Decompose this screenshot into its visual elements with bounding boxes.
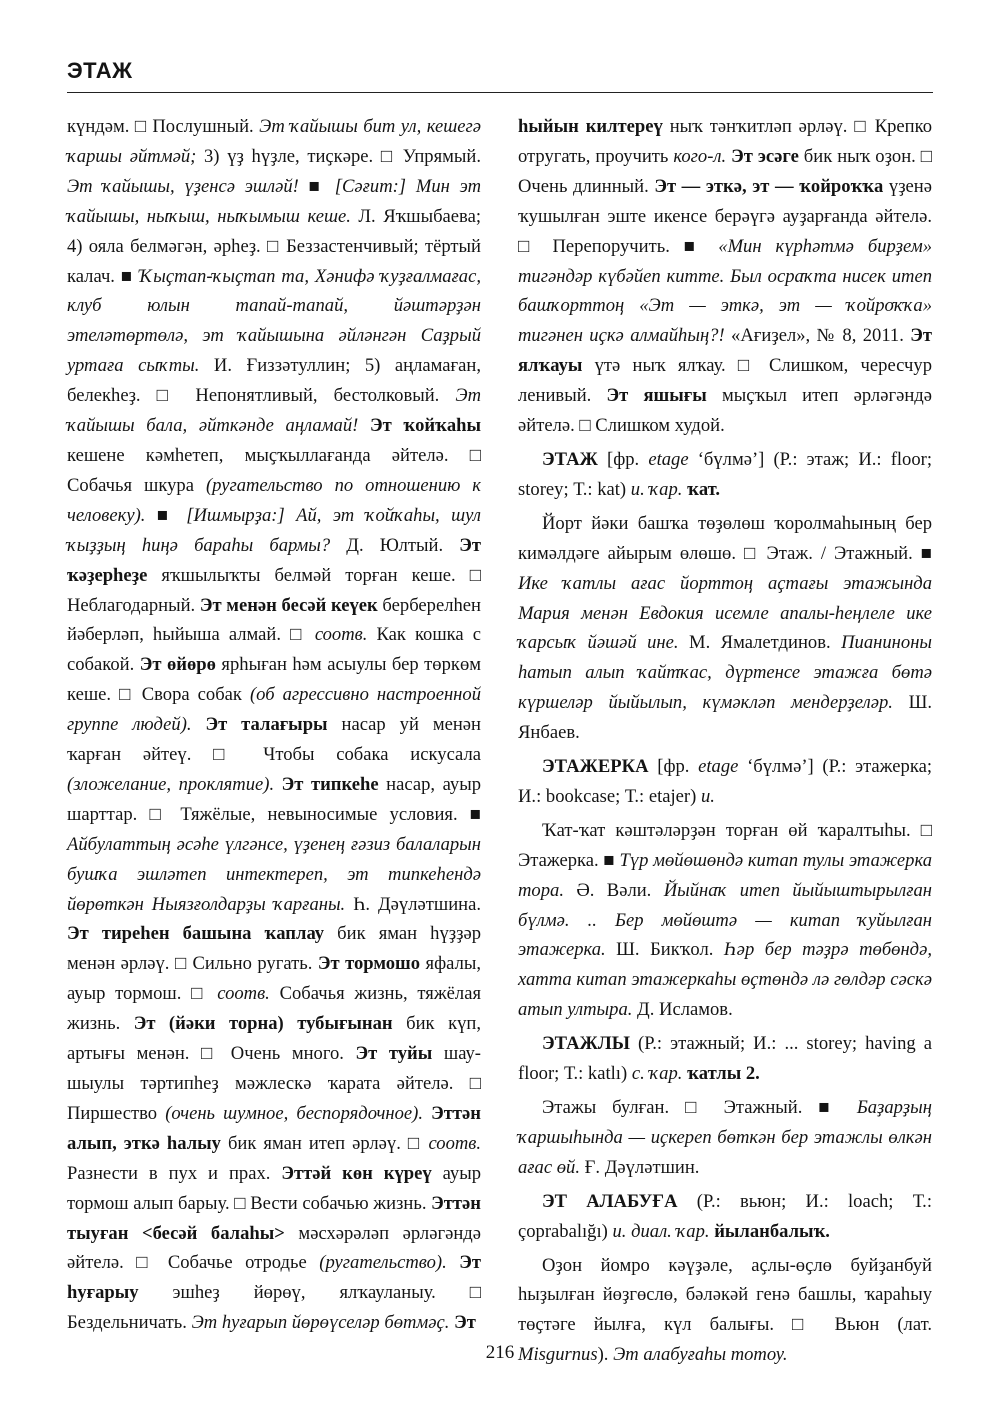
italic-text: etage [648, 448, 689, 470]
italic-text: [Ишмырҙа:] Ай, эт ҡойҡаһы, шул ҡыҙҙың һиңә бараһы бармы? [67, 504, 482, 556]
entry-definition [518, 1093, 932, 1183]
text-run: ). [597, 1344, 614, 1366]
bold-term: ҡат. [687, 478, 721, 500]
text-run: ‘бүлмә’] (Р.: этажерка; И.: bookcase; Т.: etajer) [518, 756, 932, 807]
text-run: Оҙон йомро кәүҙәле, аҫлы-өҫлө буйҙанбуй һыҙылған йөҙгөслө, бәләкәй генә башлы, ҡараһыу төҫтәге йылға, күл балығы. □ Вьюн (лат. [518, 1254, 932, 1336]
text-run: ныҡ тәнҡитләп әрләү. □ Крепко отругать, проучить [518, 116, 932, 167]
left-column [67, 112, 481, 1338]
entry-continuation [67, 112, 481, 1338]
text-run: М. Ямалетдинов. [678, 632, 842, 654]
text-run [274, 774, 282, 795]
text-run: ярһыған һәм асыулы бер төркөм кеше. □ Свора собак [67, 654, 482, 706]
bold-term: Эт менән бесәй кеүек [199, 594, 378, 616]
text-run: (Р.: этажный; И.: ... storey; having a floor; Т.: katlı) [518, 1033, 932, 1085]
text-run [192, 714, 206, 735]
bold-term: ЭТАЖЕРКА [542, 756, 649, 778]
bold-term: ЭТАЖ [542, 448, 598, 470]
header-rule [67, 92, 933, 93]
italic-text: и. диал. ҡар. [612, 1220, 710, 1242]
entry-headword-etazhly [518, 1029, 932, 1089]
bold-term: йыланбалыҡ. [714, 1220, 830, 1242]
bold-term: Эт тиреһен башына ҡаплау [67, 923, 325, 945]
italic-text: и. ҡар. [630, 478, 683, 500]
italic-text: соотв. [314, 624, 368, 646]
entry-headword-etazherka [518, 752, 932, 812]
italic-text: Эт алабуғаһы тотоу. [613, 1344, 788, 1366]
text-run: Ш. Бикҡол. [605, 939, 724, 961]
text-run: эшһеҙ йөрөү, ялҡауланыу. □ Бездельничать. [67, 1282, 481, 1334]
entry-headword-et-alabuga [518, 1187, 932, 1247]
text-run: ауыр тормош алып барыу. □ Вести собачью жизнь. [67, 1162, 482, 1214]
bold-term: Эт эсәге [731, 145, 799, 167]
italic-text: Түр мөйөшөндә китап тулы этажерка тора. [518, 849, 932, 901]
text-run: насар, ауыр шарттар. □ Тяжёлые, невыносимые условия. ■ [67, 773, 481, 825]
running-head: ЭТАЖ [67, 58, 133, 83]
entry-definition [518, 816, 932, 1025]
italic-text: и. [700, 785, 715, 807]
text-run: мәсхәрәләп әрләгәндә әйтелә. □ Собачье отродье [67, 1222, 481, 1274]
text-run [423, 1103, 431, 1124]
text-run: ■ [145, 504, 187, 526]
italic-text: «Мин күрһәтмә бирҙем» тигәндәр күбәйеп китте. Был осраҡта нисек итеп башҡорттоң «Эт — эткә, эт — ҡойроҡҡа» тигәнен иҫкә алмайһың?! [518, 235, 932, 347]
text-run: (Р.: вьюн; И.: loach; Т.: çoprabalığı) [518, 1190, 932, 1242]
text-run: яфалы, ауыр тормош. □ [67, 953, 481, 1005]
text-run: Һ. Дәүләтшина. [345, 893, 482, 915]
text-run: Собачья жизнь, тяжёлая жизнь. [67, 983, 482, 1035]
bold-term: Эт типкеһе [281, 773, 379, 795]
bold-term: ЭТАЖЛЫ [542, 1033, 631, 1055]
text-run: Как кошка с собакой. [67, 624, 481, 676]
bold-term: Эттән алып, эткә һалыу [67, 1102, 481, 1154]
text-run: Ә. Вәли. [563, 879, 664, 901]
text-run: үҙенә ҡушылған эште икенсе берәүгә ауҙарғанда әйтелә. □ Перепоручить. ■ [518, 175, 933, 257]
text-run: [фр. [648, 756, 699, 778]
italic-text: Айбулаттың әсәһе үлгәнсе, үҙенең ғәзиз балаларын бушҡа эшләтеп интектереп, эт типкеһендә йөрөткән Ныязғолдарҙы ҡарғаны. [67, 833, 481, 915]
text-run [447, 1252, 460, 1273]
text-run: мыҫҡыл итеп әрләгәндә әйтелә. □ Слишком худой. [518, 385, 932, 437]
italic-text: Ике ҡатлы ағас йорттоң аҫтағы этажында Мария менән Евдокия исемле апалы-һеңлеле ике ҡарсыҡ йәшәй ине. [518, 572, 932, 654]
italic-text: Һәр бер тәҙрә төбөндә, хатта китап этажеркаһы өҫтөндә лә гөлдәр сәскә атып ултыра. [518, 939, 932, 1021]
text-run: ‘бүлмә’] (Р.: этаж; И.: floor; storey; Т.: kat) [518, 448, 933, 500]
text-run: насар уй менән ҡарған әйтеү. □ Чтобы собака искусала [67, 714, 481, 766]
text-run: Ш. Янбаев. [518, 692, 932, 744]
text-run: күндәм. □ Послушный. [67, 116, 260, 137]
entry-continuation [518, 112, 932, 441]
text-run: Этажы булған. □ Этажный. ■ [542, 1097, 857, 1118]
italic-text: Эт ҡайышы бала, әйткәнде аңламай! [67, 385, 481, 437]
text-run: Разнести в пух и прах. [67, 1162, 282, 1184]
bold-term: Эт талағыры [205, 714, 328, 736]
italic-text: (ругательство по отношению к человеку). [67, 474, 481, 526]
text-run: «Ағиҙел», № 8, 2011. [724, 325, 911, 347]
bold-term: Эт — эткә, эт — ҡойроҡҡа [654, 175, 884, 197]
italic-text: Misgurnus [518, 1344, 598, 1366]
italic-text: Пианиноны һатып алып ҡайтҡас, дүртенсе этажға бөтә күршеләр йыйылып, күмәкләп мендерҙеләр. [518, 632, 933, 714]
italic-text: Эт һуғарып йөрөүселәр бөтмәҫ. [191, 1312, 450, 1334]
bold-term: һыйын килтереү [518, 116, 663, 137]
bold-term: Эт өйөрө [139, 654, 216, 676]
bold-term: Эт туйы [355, 1043, 433, 1065]
italic-text: Баҙарҙың ҡаршыһында — иҫкереп бөткән бер этажлы өлкән ағас өй. [518, 1097, 932, 1178]
text-run: Ғ. Дәүләтшин. [580, 1156, 700, 1178]
text-run: Ҡат-ҡат кәштәләрҙән торған өй ҡаралтыһы. □ Этажерка. ■ [518, 819, 932, 871]
bold-term: ЭТ АЛАБУҒА [542, 1190, 678, 1212]
text-run: бик ныҡ оҙон. □ Очень длинный. [518, 145, 932, 197]
text-run: кешене кәмһетеп, мыҫҡыллағанда әйтелә. □ Собачья шкура [67, 444, 481, 496]
bold-term: Эт ҡәҙерһеҙе [67, 534, 481, 586]
text-run: берберелһен йәберләп, һыйыша алмай. □ [67, 594, 481, 646]
italic-text: (зложелание, проклятие). [67, 773, 275, 795]
bold-term: Эт һуғарыу [67, 1252, 481, 1304]
bold-term: Эт ялҡауы [518, 325, 933, 377]
page-number: 216 [485, 1342, 515, 1363]
bold-term: Эт тормошо [317, 953, 421, 975]
italic-text: кого-л. [673, 145, 727, 167]
bold-term: ҡатлы 2. [687, 1063, 760, 1085]
italic-text: (ругательство). [319, 1252, 447, 1274]
italic-text: Йыйнаҡ итеп йыйыштырылған бүлмә. .. Бер мөйөштә — китап ҡуйылған этажерка. [518, 879, 932, 961]
entry-definition [518, 509, 932, 748]
italic-text: [Сәғит:] Мин эт ҡайышы, ныҡыш, ныҡымыш кеше. [67, 175, 481, 227]
text-run: шау-шыулы тәртипһеҙ мәжлескә ҡарата әйтелә. □ Пиршество [67, 1043, 481, 1124]
bold-term: Эт яшығы [606, 385, 707, 407]
text-run: бик яман һүҙҙәр менән әрләү. □ Сильно ругать. [67, 923, 482, 975]
italic-text: соотв. [217, 983, 270, 1005]
text-run: Л. Яҡшыбаева; 4) ояла белмәгән, әрһеҙ. □ Беззастенчивый; тёртый калач. ■ [67, 205, 481, 287]
text-run: Д. Юлтый. [330, 534, 460, 556]
bold-term: Эт (йәки торна) тубығынан [133, 1013, 393, 1035]
italic-text: с. ҡар. [631, 1063, 683, 1085]
bold-term: Эттәй көн күреү [281, 1162, 432, 1184]
text-run: ■ [298, 175, 335, 197]
entry-headword-etazh [518, 445, 932, 505]
bold-term: Эттән тыуған <бесәй балаһы> [67, 1192, 481, 1244]
text-run: Д. Исламов. [632, 999, 733, 1021]
italic-text: соотв. [428, 1132, 482, 1154]
italic-text: Эт ҡайышы, үҙенсә эшләй! [67, 175, 299, 197]
text-run: бик яман итеп әрләү. □ [220, 1132, 429, 1154]
text-run: бик күп, артығы менән. □ Очень много. [67, 1013, 481, 1065]
italic-text: Эт ҡайышы бит ул, кешегә ҡаршы әйтмәй; [67, 116, 481, 167]
text-run: Йорт йәки башҡа төҙөлөш ҡоролмаһының бер кимәлдәге айырым өлөшө. □ Этаж. / Этажный. ■ [518, 512, 932, 564]
text-run: [фр. [597, 448, 649, 470]
italic-text: Ҡыҫтап-ҡыҫтап та, Хәнифә ҡуҙғалмағас, клуб юлын тапай-тапай, йәштәрҙән этеләтөртөлә, эт ҡайышына әйләнгән Саҙрый уртаға сыҡты. [67, 265, 482, 377]
bold-term: Эт ҡойҡаһы [370, 415, 481, 437]
text-run: 3) үҙ һүҙле, тиҫкәре. □ Упрямый. [196, 145, 481, 167]
italic-text: (очень шумное, беспорядочное). [165, 1102, 424, 1124]
text-run: И. Ғиззәтуллин; 5) аңламаған, белекһеҙ. □ Непонятливый, бестолковый. [67, 355, 481, 407]
italic-text: etage [698, 756, 739, 778]
text-run: үтә ныҡ ялҡау. □ Слишком, чересчур ленивый. [518, 355, 932, 407]
bold-term: Эт [454, 1312, 476, 1334]
italic-text: (об агрессивно настроенной группе людей). [67, 684, 481, 736]
text-run [358, 415, 370, 436]
right-column [518, 112, 932, 1370]
text-run: яҡшылыҡты белмәй торған кеше. □ Неблагодарный. [67, 564, 481, 616]
